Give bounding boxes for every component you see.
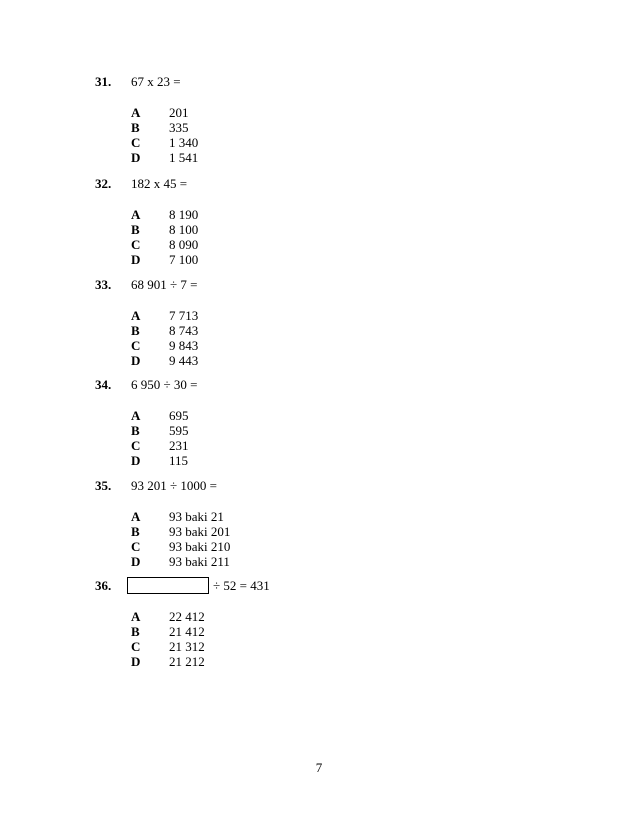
option-letter: C	[131, 135, 141, 150]
option-letter: B	[131, 323, 140, 338]
option-value: 21 212	[169, 654, 205, 669]
option-value: 21 312	[169, 639, 205, 654]
option-letter: B	[131, 222, 140, 237]
question-number: 31.	[95, 74, 112, 89]
option-letter: C	[131, 639, 141, 654]
option-value: 7 713	[169, 308, 199, 323]
option-value: 8 090	[169, 237, 199, 252]
option-value: 595	[169, 423, 189, 438]
question-33	[95, 277, 535, 368]
option-value: 1 541	[169, 150, 199, 165]
option-letter: A	[131, 609, 141, 624]
option-value: 9 843	[169, 338, 199, 353]
option-value: 8 190	[169, 207, 199, 222]
option-letter: B	[131, 624, 140, 639]
option-letter: A	[131, 408, 141, 423]
option-letter: B	[131, 423, 140, 438]
option-value: 22 412	[169, 609, 205, 624]
option-letter: C	[131, 338, 141, 353]
option-value: 9 443	[169, 353, 199, 368]
option-value: 8 743	[169, 323, 199, 338]
option-letter: C	[131, 237, 141, 252]
option-letter: D	[131, 453, 141, 468]
question-text: 182 x 45 =	[131, 176, 188, 191]
question-number: 35.	[95, 478, 112, 493]
question-text: 6 950 ÷ 30 =	[131, 377, 198, 392]
option-letter: B	[131, 524, 140, 539]
option-value: 93 baki 201	[169, 524, 231, 539]
question-text: 68 901 ÷ 7 =	[131, 277, 198, 292]
option-letter: D	[131, 654, 141, 669]
question-number: 34.	[95, 377, 112, 392]
question-number: 33.	[95, 277, 112, 292]
option-value: 335	[169, 120, 189, 135]
option-letter: B	[131, 120, 140, 135]
option-letter: D	[131, 353, 141, 368]
answer-blank-box[interactable]	[127, 577, 209, 594]
question-35	[95, 478, 535, 569]
option-value: 21 412	[169, 624, 205, 639]
option-letter: A	[131, 308, 141, 323]
question-number: 32.	[95, 176, 112, 191]
option-value: 231	[169, 438, 189, 453]
question-text: ÷ 52 = 431	[213, 578, 270, 593]
question-31	[95, 74, 535, 165]
option-value: 115	[169, 453, 189, 468]
option-letter: D	[131, 150, 141, 165]
page-number: 7	[315, 760, 323, 775]
option-value: 1 340	[169, 135, 199, 150]
option-letter: A	[131, 105, 141, 120]
question-number: 36.	[95, 578, 112, 593]
option-value: 93 baki 211	[169, 554, 230, 569]
option-letter: A	[131, 509, 141, 524]
option-letter: C	[131, 539, 141, 554]
option-value: 7 100	[169, 252, 199, 267]
option-value: 93 baki 21	[169, 509, 224, 524]
option-letter: D	[131, 554, 141, 569]
option-letter: A	[131, 207, 141, 222]
question-36	[95, 578, 535, 669]
option-value: 93 baki 210	[169, 539, 231, 554]
question-text: 67 x 23 =	[131, 74, 181, 89]
question-34	[95, 377, 535, 468]
option-value: 201	[169, 105, 189, 120]
option-value: 8 100	[169, 222, 199, 237]
question-32	[95, 176, 535, 267]
option-letter: C	[131, 438, 141, 453]
option-letter: D	[131, 252, 141, 267]
option-value: 695	[169, 408, 189, 423]
question-text: 93 201 ÷ 1000 =	[131, 478, 217, 493]
